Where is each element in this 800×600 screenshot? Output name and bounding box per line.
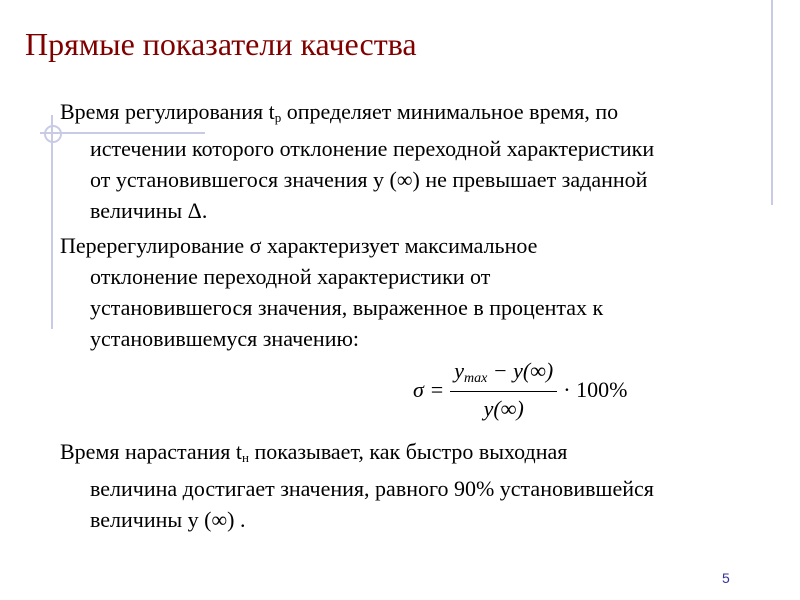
paragraph-settling-time xyxy=(60,96,780,226)
paragraph-rise-time xyxy=(60,436,780,535)
formula-numerator xyxy=(450,358,557,392)
decor-vertical-line-left xyxy=(51,115,53,329)
formula-symbol: y xyxy=(454,358,464,383)
formula-denominator: y(∞) xyxy=(483,396,524,421)
paragraph-line xyxy=(60,436,780,473)
text-run: Время регулирования t xyxy=(60,99,275,124)
paragraph-overshoot xyxy=(60,230,780,354)
paragraph-line: величины Δ. xyxy=(90,198,208,223)
formula-symbol: − y(∞) xyxy=(487,358,554,383)
paragraph-line: установившегося значения, выраженное в процентах к xyxy=(90,295,604,320)
text-run: определяет минимальное время, по xyxy=(281,99,619,124)
paragraph-line: от установившегося значения y (∞) не превышает заданной xyxy=(90,167,648,192)
text-run: Время нарастания t xyxy=(60,439,242,464)
text-run: показывает, как быстро выходная xyxy=(248,439,568,464)
page-number: 5 xyxy=(722,570,730,586)
subscript: н xyxy=(241,450,249,465)
formula-lhs: σ = xyxy=(413,377,445,402)
paragraph-line xyxy=(60,96,780,133)
formula-subscript: max xyxy=(463,371,488,386)
formula-fraction xyxy=(450,358,557,422)
paragraph-line: истечении которого отклонение переходной характеристики xyxy=(90,136,655,161)
paragraph-line: Перерегулирование σ характеризует максимальное xyxy=(60,233,538,258)
formula-rhs: · 100% xyxy=(563,377,628,402)
paragraph-line: установившемуся значению: xyxy=(90,326,360,351)
subscript: р xyxy=(274,110,282,125)
paragraph-line: отклонение переходной характеристики от xyxy=(90,264,491,289)
overshoot-formula xyxy=(413,357,713,423)
paragraph-line: величина достигает значения, равного 90% установившейся xyxy=(90,476,654,501)
paragraph-line: величины y (∞) . xyxy=(90,507,246,532)
slide-title: Прямые показатели качества xyxy=(25,26,417,62)
